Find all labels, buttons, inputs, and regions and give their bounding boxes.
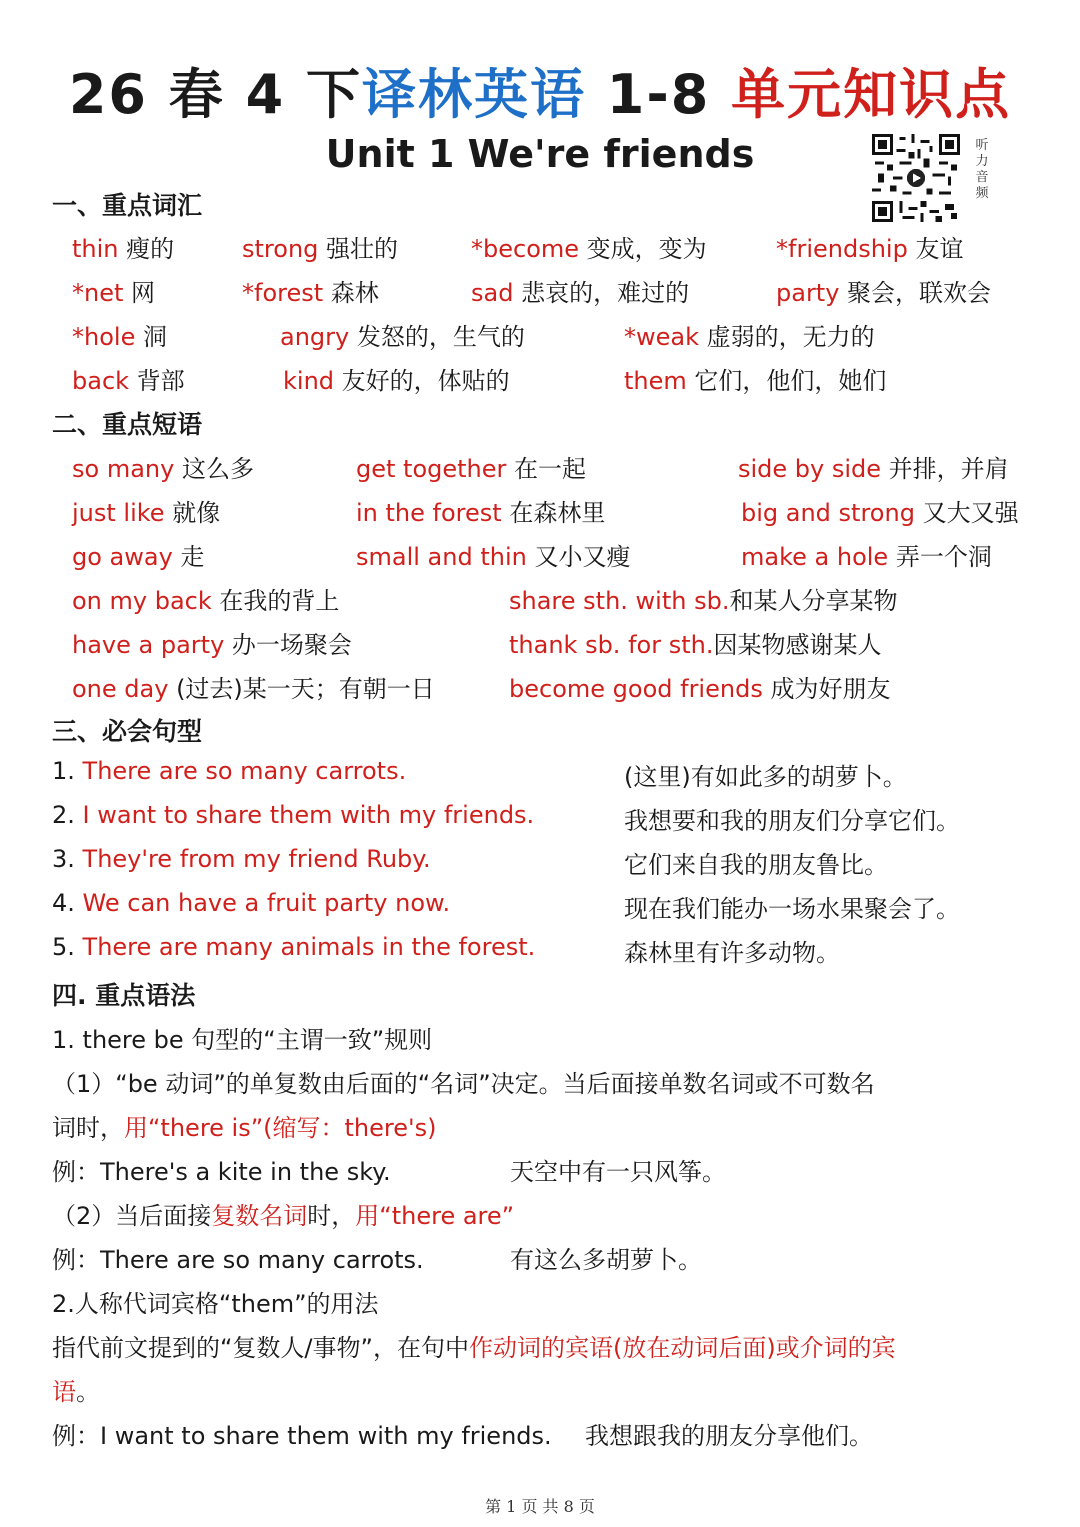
grammar-rule-1-text: （1）“be 动词”的单复数由后面的“名词”决定。当后面接单数名词或不可数名 [52, 1070, 875, 1098]
grammar-rule-2-text-cont: 语。 [52, 1378, 100, 1406]
vocab-item: thin 瘦的 [72, 235, 175, 263]
page-footer: 第 1 页 共 8 页 [485, 1497, 595, 1516]
phrase-item: side by side 并排，并肩 [738, 455, 1009, 483]
phrase-item: one day (过去)某一天；有朝一日 [72, 675, 435, 703]
phrase-item: share sth. with sb.和某人分享某物 [509, 587, 898, 615]
title-range: 1-8 [585, 63, 732, 126]
phrase-item: on my back 在我的背上 [72, 587, 340, 615]
phrase-item: get together 在一起 [356, 455, 587, 483]
phrase-item: have a party 办一场聚会 [72, 631, 352, 659]
vocab-item: *friendship 友谊 [776, 235, 964, 263]
vocab-item: *hole 洞 [72, 323, 167, 351]
sentence-en: 5. There are many animals in the forest. [52, 933, 536, 961]
phrase-item: just like 就像 [72, 499, 221, 527]
phrase-item: in the forest 在森林里 [356, 499, 606, 527]
sentence-en: 4. We can have a fruit party now. [52, 889, 451, 917]
phrase-item: thank sb. for sth.因某物感谢某人 [509, 631, 882, 659]
sentence-zh: 现在我们能办一场水果聚会了。 [624, 895, 960, 923]
section-grammar-heading: 四. 重点语法 [52, 981, 196, 1010]
grammar-rule-1-text-cont: 词时，用“there is”(缩写：there's) [52, 1114, 437, 1142]
phrase-item: go away 走 [72, 543, 205, 571]
sentence-zh: 它们来自我的朋友鲁比。 [624, 851, 888, 879]
grammar-rule-1-title: 1. there be 句型的“主谓一致”规则 [52, 1026, 433, 1054]
vocab-item: strong 强壮的 [242, 235, 399, 263]
title-grade: 26 春 4 下 [68, 63, 362, 126]
section-sentences-heading: 三、必会句型 [52, 717, 203, 746]
sentence-en: 3. They're from my friend Ruby. [52, 845, 431, 873]
grammar-rule-1-plural: （2）当后面接复数名词时，用“there are” [52, 1202, 515, 1230]
sentence-zh: 我想要和我的朋友们分享它们。 [624, 807, 960, 835]
grammar-example: 例：There's a kite in the sky. [52, 1158, 391, 1186]
title-topic: 单元知识点 [731, 63, 1012, 126]
phrase-item: become good friends 成为好朋友 [509, 675, 891, 703]
section-phrases-heading: 二、重点短语 [52, 410, 203, 439]
sentence-zh: 森林里有许多动物。 [624, 939, 840, 967]
page-title [0, 52, 1080, 129]
grammar-example-translation: 天空中有一只风筝。 [510, 1158, 726, 1186]
vocab-item: *become 变成，变为 [471, 235, 707, 263]
vocab-item: sad 悲哀的，难过的 [471, 279, 690, 307]
grammar-example-translation: 我想跟我的朋友分享他们。 [585, 1422, 873, 1450]
grammar-example: 例：There are so many carrots. [52, 1246, 424, 1274]
title-textbook: 译林英语 [361, 63, 586, 126]
vocab-item: *forest 森林 [242, 279, 379, 307]
section-vocab-heading: 一、重点词汇 [52, 191, 203, 220]
grammar-rule-2-text: 指代前文提到的“复数人/事物”，在句中作动词的宾语(放在动词后面)或介词的宾 [52, 1334, 896, 1362]
vocab-item: *net 网 [72, 279, 156, 307]
phrase-item: make a hole 弄一个洞 [741, 543, 992, 571]
grammar-example-translation: 有这么多胡萝卜。 [510, 1246, 702, 1274]
qr-code[interactable] [872, 134, 960, 222]
vocab-item: back 背部 [72, 367, 185, 395]
sentence-en: 1. There are so many carrots. [52, 757, 407, 785]
grammar-rule-2-title: 2.人称代词宾格“them”的用法 [52, 1290, 379, 1318]
vocab-item: kind 友好的，体贴的 [283, 367, 510, 395]
vocab-item: angry 发怒的，生气的 [280, 323, 525, 351]
grammar-example: 例：I want to share them with my friends. [52, 1422, 552, 1450]
vocab-item: *weak 虚弱的，无力的 [624, 323, 875, 351]
vocab-item: them 它们，他们，她们 [624, 367, 887, 395]
unit-title: Unit 1 We're friends [325, 132, 755, 176]
phrase-item: small and thin 又小又瘦 [356, 543, 631, 571]
vocab-item: party 聚会，联欢会 [776, 279, 992, 307]
sentence-en: 2. I want to share them with my friends. [52, 801, 535, 829]
phrase-item: big and strong 又大又强 [741, 499, 1019, 527]
sentence-zh: (这里)有如此多的胡萝卜。 [624, 763, 907, 791]
qr-label: 听力音频 [975, 138, 989, 201]
phrase-item: so many 这么多 [72, 455, 254, 483]
